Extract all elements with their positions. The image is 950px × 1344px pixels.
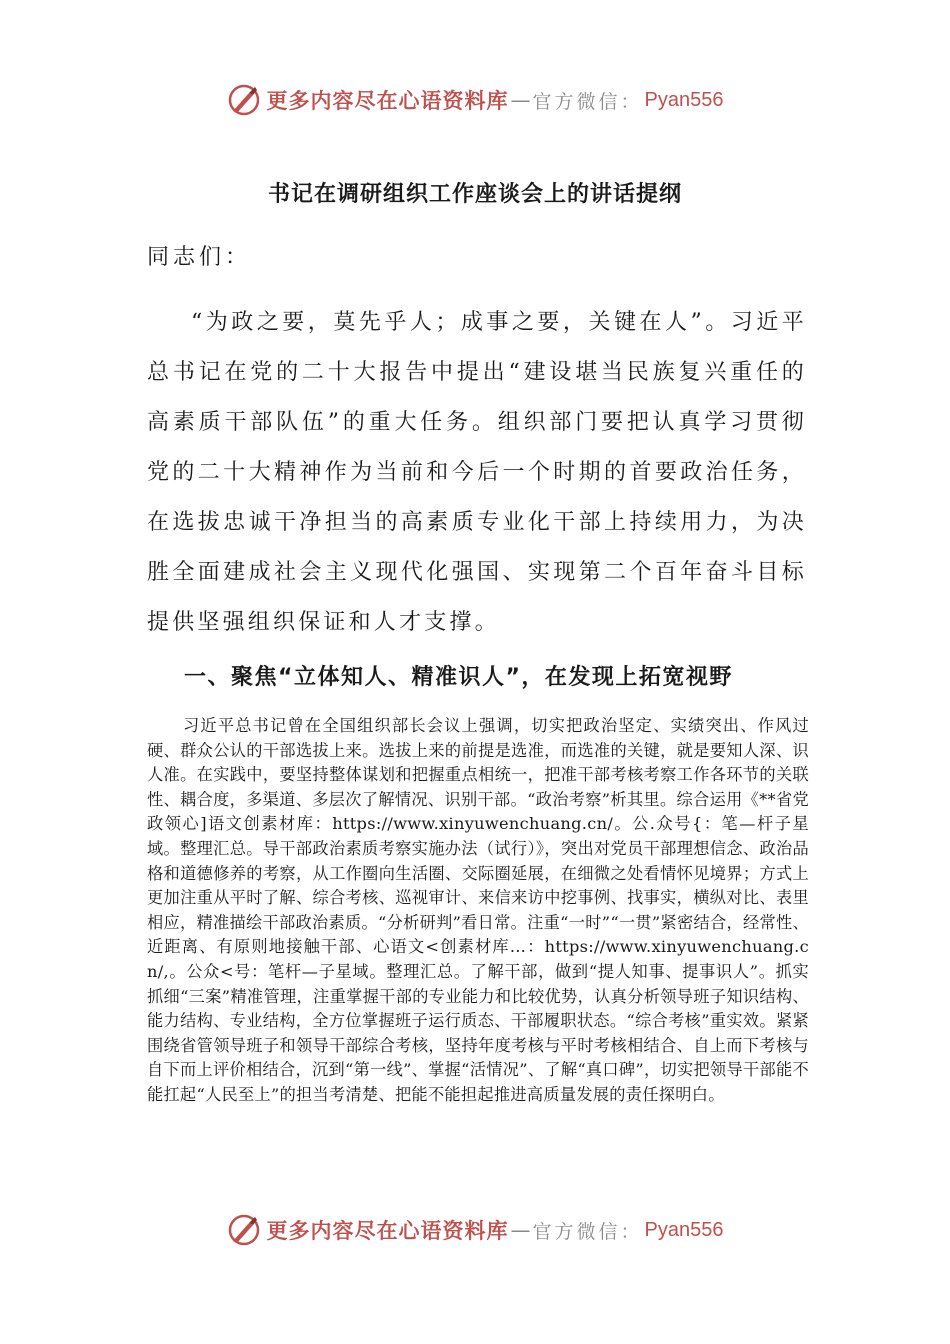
pen-logo-icon [227, 1213, 261, 1247]
section-body-paragraph: 习近平总书记曾在全国组织部长会议上强调，切实把政治坚定、实绩突出、作风过硬、群众公认的干部选拔上来。选拔上来的前提是选准，而选准的关键，就是要知人深、识人准。在实践中，要坚持整体谋划和把握重点相统一，把准干部考核考察工作各环节的关联性、耦合度，多渠道、多层次了解情况、识别干部。“政治考察”析其里。综合运用《**省党政领心]语文创素材库：https://www.xinyuwenchuang.cn/。公.众号{：笔—杆子星域。整理汇总。导干部政治素质考察实施办法（试行）》，突出对党员干部理想信念、政治品格和道德修养的考察，从工作圈向生活圈、交际圈延展，在细微之处看情怀见境界；方式上更加注重从平时了解、综合考核、巡视审计、来信来访中挖事例、找事实，横纵对比、表里相应，精准描绘干部政治素质。“分析研判”看日常。注重“一时”“一贯”紧密结合，经常性、近距离、有原则地接触干部、心语文<创素材库…：https://www.xinyuwenchuang.cn/,。公众<号：笔杆—子星域。整理汇总。了解干部，做到“提人知事、提事识人”。抓实抓细“三案”精准管理，注重掌握干部的专业能力和比较优势，认真分析领导班子知识结构、能力结构、专业结构，全方位掌握班子运行质态、干部履职状态。“综合考核”重实效。紧紧围绕省管领导班子和领导干部综合考核，坚持年度考核与平时考核相结合、自上而下考核与自下而上评价相结合，沉到“第一线”、掌握“活情况”、了解“真口碑”，切实把领导干部能不能扛起“人民至上”的担当考清楚、把能不能担起推进高质量发展的责任探明白。 [147, 716, 809, 1104]
banner-wechat-id: Pyan556 [644, 88, 724, 111]
document-title: 书记在调研组织工作座谈会上的讲话提纲 [267, 182, 682, 207]
banner-dash: — [510, 1218, 531, 1242]
header-watermark-banner [0, 80, 950, 120]
banner-dash: — [510, 88, 531, 112]
salutation: 同志们： [147, 245, 252, 270]
banner-sub-text: 官方微信： [532, 90, 643, 113]
banner-main-text: 更多内容尽在心语资料库 [266, 1218, 509, 1243]
banner-sub-text: 官方微信： [532, 1220, 643, 1243]
intro-paragraph: “为政之要，莫先乎人；成事之要，关键在人”。习近平总书记在党的二十大报告中提出“建设堪当民族复兴重任的高素质干部队伍”的重大任务。组织部门要把认真学习贯彻党的二十大精神作为当前和今后一个时期的首要政治任务，在选拔忠诚干净担当的高素质专业化干部上持续用力，为决胜全面建成社会主义现代化强国、实现第二个百年奋斗目标提供坚强组织保证和人才支撑。 [147, 310, 807, 635]
banner-wechat-id: Pyan556 [644, 1218, 724, 1241]
section-heading: 一、聚焦“立体知人、精准识人”，在发现上拓宽视野 [184, 665, 733, 690]
pen-logo-icon [227, 83, 261, 117]
footer-watermark-banner [0, 1210, 950, 1250]
banner-main-text: 更多内容尽在心语资料库 [266, 88, 509, 113]
